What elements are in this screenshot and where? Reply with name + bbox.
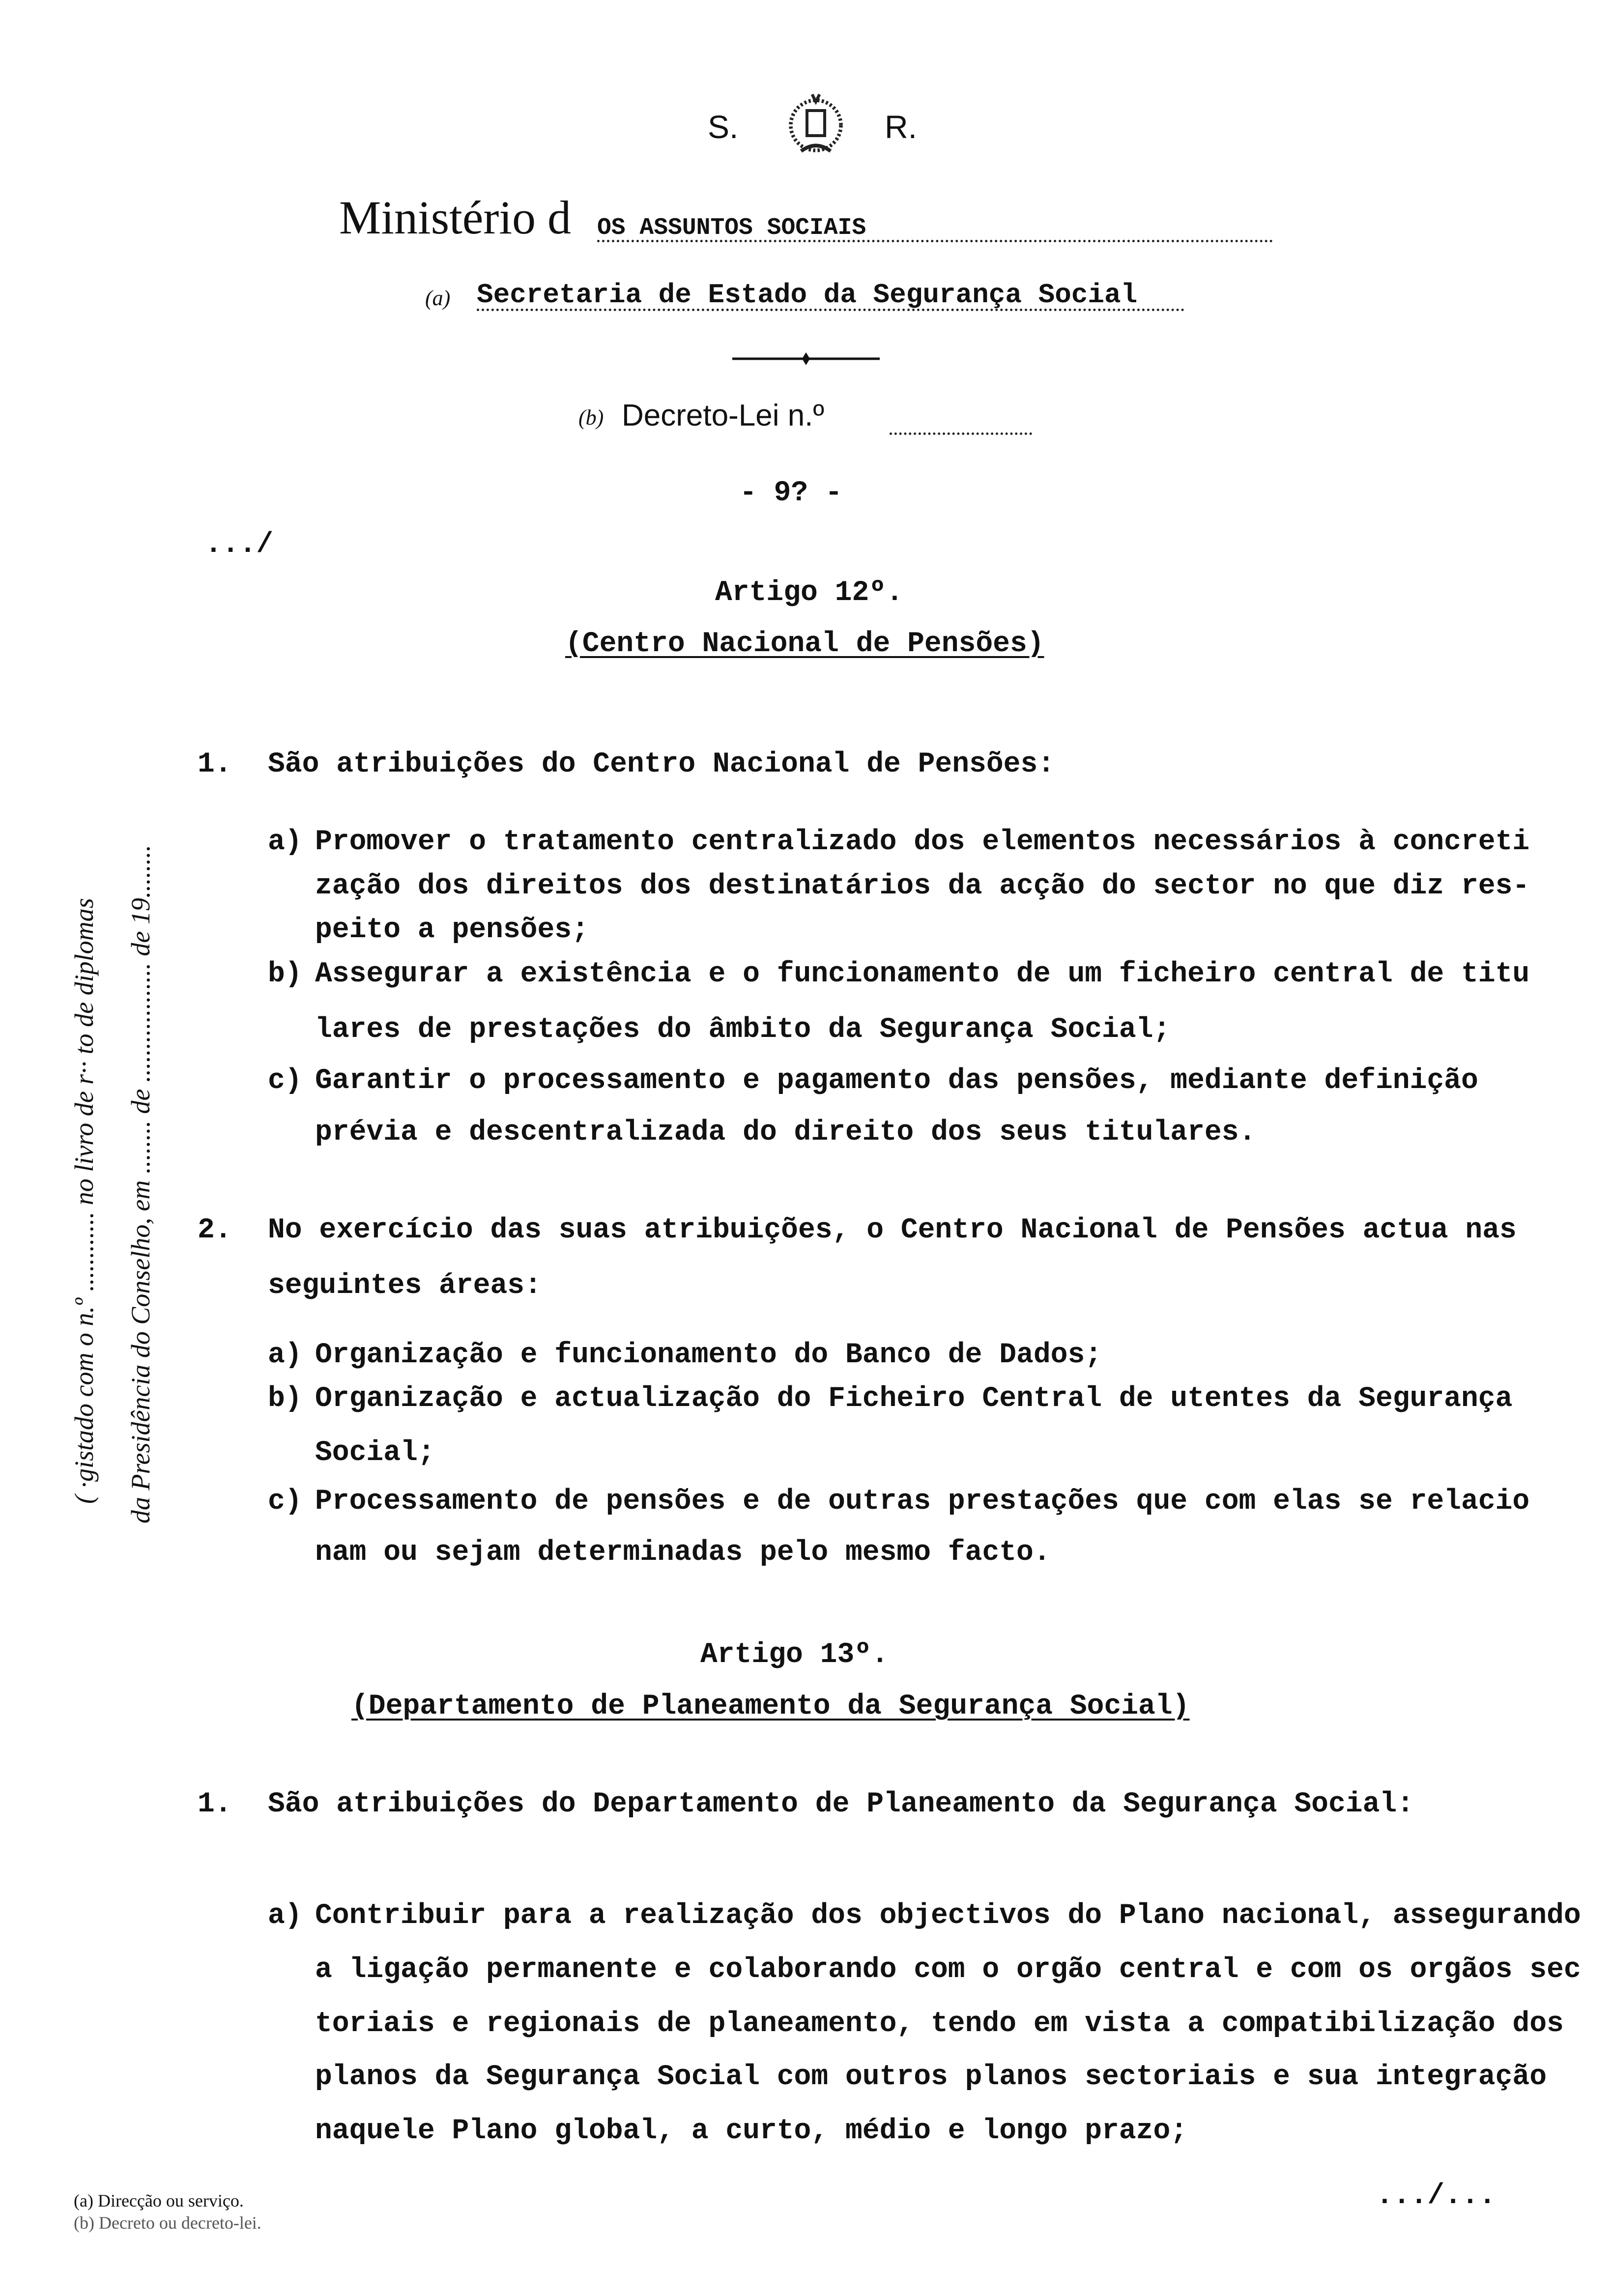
ministry-prefix: Ministério d bbox=[339, 191, 571, 244]
paragraph-text: No exercício das suas atribuições, o Centro Nacional de Pensões actua nas bbox=[268, 1214, 1517, 1246]
item-line: Promover o tratamento centralizado dos elementos necessários à concreti bbox=[315, 826, 1530, 858]
item-line: Organização e actualização do Ficheiro Central de utentes da Segurança bbox=[315, 1383, 1513, 1415]
article-12-subtitle: (Centro Nacional de Pensões) bbox=[565, 628, 1044, 660]
item-line: Garantir o processamento e pagamento das pensões, mediante definição bbox=[315, 1065, 1478, 1097]
ministry-name: OS ASSUNTOS SOCIAIS bbox=[597, 215, 866, 241]
footnote-a: (a) Direcção ou serviço. bbox=[74, 2191, 244, 2210]
decree-label: Decreto-Lei n.º bbox=[622, 399, 825, 432]
item-marker: c) bbox=[268, 1065, 302, 1097]
item-marker: a) bbox=[268, 1339, 302, 1371]
item-line: Assegurar a existência e o funcionamento de um ficheiro central de titu bbox=[315, 958, 1530, 990]
letterhead-s: S. bbox=[708, 109, 739, 145]
secretariat-marker: (a) bbox=[425, 286, 451, 310]
footnote-b: (b) Decreto ou decreto-lei. bbox=[74, 2213, 261, 2233]
item-line: toriais e regionais de planeamento, tendo em vista a compatibilização dos bbox=[315, 2008, 1564, 2040]
item-line: Contribuir para a realização dos objectivos do Plano nacional, assegurando bbox=[315, 1900, 1581, 1932]
item-marker: c) bbox=[268, 1486, 302, 1518]
paragraph-text: São atribuições do Centro Nacional de Pensões: bbox=[268, 748, 1055, 780]
decree-number-field bbox=[890, 413, 1032, 435]
item-line: Organização e funcionamento do Banco de Dados; bbox=[315, 1339, 1102, 1371]
article-12-title: Artigo 12º. bbox=[715, 577, 903, 609]
paragraph-number: 1. bbox=[198, 748, 232, 780]
item-line: peito a pensões; bbox=[315, 914, 589, 946]
letterhead-r: R. bbox=[885, 109, 917, 145]
item-line: lares de prestações do âmbito da Segurança Social; bbox=[315, 1014, 1171, 1046]
ministry-name-field bbox=[597, 216, 1273, 242]
item-marker: a) bbox=[268, 1900, 302, 1932]
item-line: Processamento de pensões e de outras prestações que com elas se relacio bbox=[315, 1486, 1530, 1518]
secretariat-field bbox=[477, 281, 1184, 311]
item-line: a ligação permanente e colaborando com o orgão central e com os orgãos sec bbox=[315, 1954, 1581, 1986]
article-13-subtitle: (Departamento de Planeamento da Segurança Social) bbox=[351, 1691, 1190, 1722]
item-marker: a) bbox=[268, 826, 302, 858]
paragraph-text: São atribuições do Departamento de Planeamento da Segurança Social: bbox=[268, 1788, 1414, 1820]
item-line: planos da Segurança Social com outros planos sectoriais e sua integração bbox=[315, 2061, 1547, 2093]
ornamental-divider bbox=[732, 351, 880, 366]
item-line: zação dos direitos dos destinatários da acção do sector no que diz res- bbox=[315, 870, 1530, 902]
item-line: nam ou sejam determinadas pelo mesmo facto. bbox=[315, 1537, 1051, 1569]
article-13-title: Artigo 13º. bbox=[700, 1639, 889, 1671]
item-line: prévia e descentralizada do direito dos seus titulares. bbox=[315, 1117, 1256, 1148]
page-number: - 9? - bbox=[740, 477, 842, 509]
registry-note-line1: ( ·gistado com o n.º ............ no livro de r·· to de diplomas bbox=[69, 898, 99, 1504]
coat-of-arms-seal bbox=[779, 88, 853, 162]
paragraph-number: 1. bbox=[198, 1788, 232, 1820]
registry-note-line2: da Presidência do Conselho, em ........ de .................. de 19........ bbox=[126, 845, 155, 1523]
decree-marker: (b) bbox=[578, 405, 604, 430]
item-marker: b) bbox=[268, 958, 302, 990]
item-marker: b) bbox=[268, 1383, 302, 1415]
continuation-marker-top: .../ bbox=[205, 529, 274, 561]
continuation-marker-bottom: .../... bbox=[1376, 2180, 1496, 2212]
paragraph-text: seguintes áreas: bbox=[268, 1270, 542, 1302]
paragraph-number: 2. bbox=[198, 1214, 232, 1246]
item-line: Social; bbox=[315, 1437, 435, 1469]
secretariat-name: Secretaria de Estado da Segurança Social bbox=[477, 279, 1138, 311]
item-line: naquele Plano global, a curto, médio e longo prazo; bbox=[315, 2115, 1188, 2147]
